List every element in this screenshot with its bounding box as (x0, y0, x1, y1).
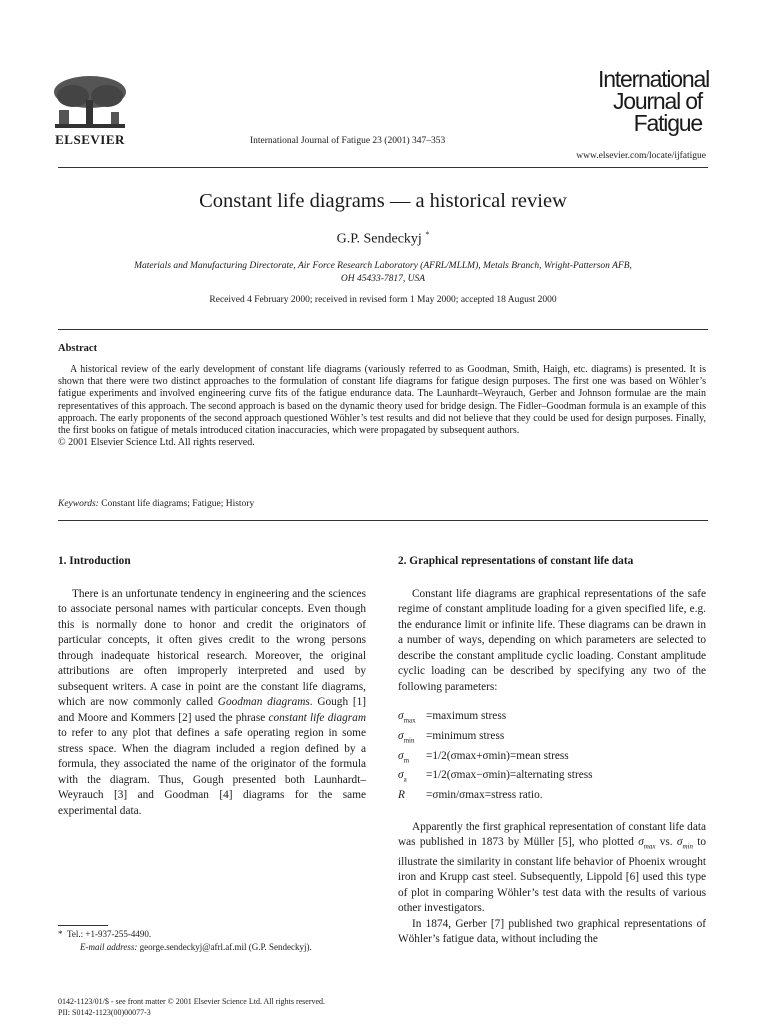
text-run: . Gough [1] and Moore and Kommers [2] used the phrase (58, 696, 366, 724)
affiliation-line: Materials and Manufacturing Directorate, Air Force Research Laboratory (AFRL/MLLM), Metals Branch, Wright-Patterson AFB, (134, 261, 632, 271)
definition-text: =1/2(σmax−σmin)=alternating stress (426, 769, 593, 782)
definition-row (398, 788, 706, 804)
symbol-sigma-min-inline: $\sigma_{min}$ (676, 836, 693, 851)
abstract-text: A historical review of the early development of constant life diagrams (variously referred to as Goodman, Smith, Haigh, etc. diagrams) is presented. It is shown that there were two distinct approaches to the formulation of constant life diagrams for fatigue design purposes. The first one was based on Wöhler’s fatigue experiments and involved engineering curve fits of the fatigue endurance data. The Launhardt–Weyrauch, Gerber and Johnson formulae are the main representatives of this approach. The second approach is based on the dynamic theory used for bridge design. The Fidler–Goodman formula is an example of this approach. The early proponents of the second approach questioned Wöhler’s test results and did not believe that they could be used for design purposes. Finally, the first books on fatigue of metals introduced citation inaccuracies, which were propagated by subsequent authors. (58, 364, 706, 437)
journal-logo-line: Fatigue (633, 110, 702, 136)
definition-text: =maximum stress (426, 710, 507, 722)
emphasis-constant-life-diagram: constant life diagram (268, 711, 366, 724)
received-dates: Received 4 February 2000; received in revised form 1 May 2000; accepted 18 August 2000 (209, 295, 557, 305)
journal-url[interactable]: www.elsevier.com/locate/ijfatigue (576, 151, 706, 161)
abstract-copyright: © 2001 Elsevier Science Ltd. All rights reserved. (58, 437, 255, 449)
definition-row (398, 729, 706, 749)
definition-row (398, 749, 706, 769)
definition-text: =minimum stress (426, 729, 505, 742)
keywords (58, 499, 254, 509)
text-run: vs. (655, 836, 677, 848)
header-divider (58, 167, 708, 168)
symbol-sigma-max-inline: $\sigma_{max}$ (638, 836, 656, 851)
text-run: to illustrate the similarity in constant life behavior of Phoenix wrought iron and Krupp cast steel. Subsequently, Lippold [6] used this type of plot in comparing Wöhler’s test data with the results of various other investigators. (398, 836, 706, 915)
footnote-telephone: Tel.: +1-937-255-4490. (67, 929, 152, 939)
elsevier-tree-icon (45, 72, 135, 132)
right-column (398, 554, 706, 948)
emphasis-goodman-diagrams: Goodman diagrams (217, 696, 310, 708)
journal-logo-line: International (598, 66, 709, 92)
footnote (58, 928, 312, 954)
article-title: Constant life diagrams — a historical review (199, 190, 567, 212)
keywords-list: Constant life diagrams; Fatigue; History (101, 499, 255, 509)
abstract-body (58, 364, 706, 449)
publication-info (58, 996, 325, 1018)
section-heading-graphical: 2. Graphical representations of constant life data (398, 555, 634, 567)
footnote-divider (58, 925, 108, 926)
stress-definitions (398, 709, 706, 804)
introduction-paragraph (58, 587, 366, 820)
journal-logo-line: Journal of (612, 88, 702, 114)
definition-text: =σmin/σmax=stress ratio. (426, 789, 543, 801)
author-footnote-mark[interactable]: * (425, 230, 430, 239)
section2-paragraph-1: Constant life diagrams are graphical representations of the safe regime of constant amplitude loading for a given specified life, e.g. the endurance limit or infinite life. These diagrams can be drawn in a number of ways, depending on which parameters are selected to describe the constant amplitude cyclic loading. Constant amplitude cyclic loading can be described by specifying any two of the following parameters: (398, 587, 706, 693)
text-run: to refer to any plot that defines a safe operating region in some stress space. When the diagram included a region defined by a formula, they associated the name of the originator of the formula with the diagram. Thus, Gough presented both Launhardt–Weyrauch [3] and Goodman [4] diagrams for the same experimental data. (58, 727, 366, 817)
elsevier-logo (40, 72, 140, 148)
email-address[interactable]: george.sendeckyj@afrl.af.mil (G.P. Sendeckyj). (139, 942, 312, 952)
footnote-mark: * (58, 929, 63, 939)
symbol-sigma-m: $\sigma_m$ (398, 749, 410, 764)
affiliation-line: OH 45433-7817, USA (340, 274, 426, 284)
text-run: Apparently the first graphical representation of constant life data was published in 1873 by Müller [5], who plotted (398, 820, 706, 848)
email-label: E-mail address: (80, 942, 138, 952)
pii-line: PII: S0142-1123(00)00077-3 (58, 1008, 151, 1017)
definition-row (398, 709, 706, 729)
abstract-heading: Abstract (58, 343, 98, 354)
text-run: There is an unfortunate tendency in engineering and the sciences to associate personal names with particular concepts. Even though this is normally done to honor and credit the originators of particular concepts, it often gives credit to the wrong persons through inadequate historical research. Moreover, the original attributions are often improperly interpreted and used by subsequent writers. A case in point are the constant life diagrams, which are now commonly called (58, 587, 366, 708)
journal-logo (598, 66, 709, 136)
keywords-label: Keywords: (58, 499, 99, 509)
left-column (58, 554, 366, 819)
section2-paragraph-3: In 1874, Gerber [7] published two graphical representations of Wöhler’s fatigue data, without including the (398, 917, 706, 946)
symbol-sigma-a: $\sigma_a$ (398, 769, 407, 784)
symbol-r: R (398, 789, 405, 801)
definition-text: =1/2(σmax+σmin)=mean stress (426, 749, 569, 762)
front-matter-line: 0142-1123/01/$ - see front matter © 2001 Elsevier Science Ltd. All rights reserved. (58, 997, 326, 1006)
publisher-name: ELSEVIER (55, 132, 125, 147)
abstract-top-divider (58, 329, 708, 330)
abstract-bottom-divider (58, 520, 708, 521)
article-author (58, 230, 708, 248)
symbol-sigma-min: $\sigma_{min}$ (398, 729, 415, 744)
symbol-sigma-max: $\sigma_{max}$ (398, 710, 416, 725)
journal-citation: International Journal of Fatigue 23 (2001) 347–353 (250, 136, 446, 146)
section-heading-introduction: 1. Introduction (58, 555, 131, 567)
author-name: G.P. Sendeckyj (336, 231, 422, 247)
author-affiliation (80, 260, 686, 286)
definition-row (398, 768, 706, 788)
section2-paragraph-2 (398, 820, 706, 917)
